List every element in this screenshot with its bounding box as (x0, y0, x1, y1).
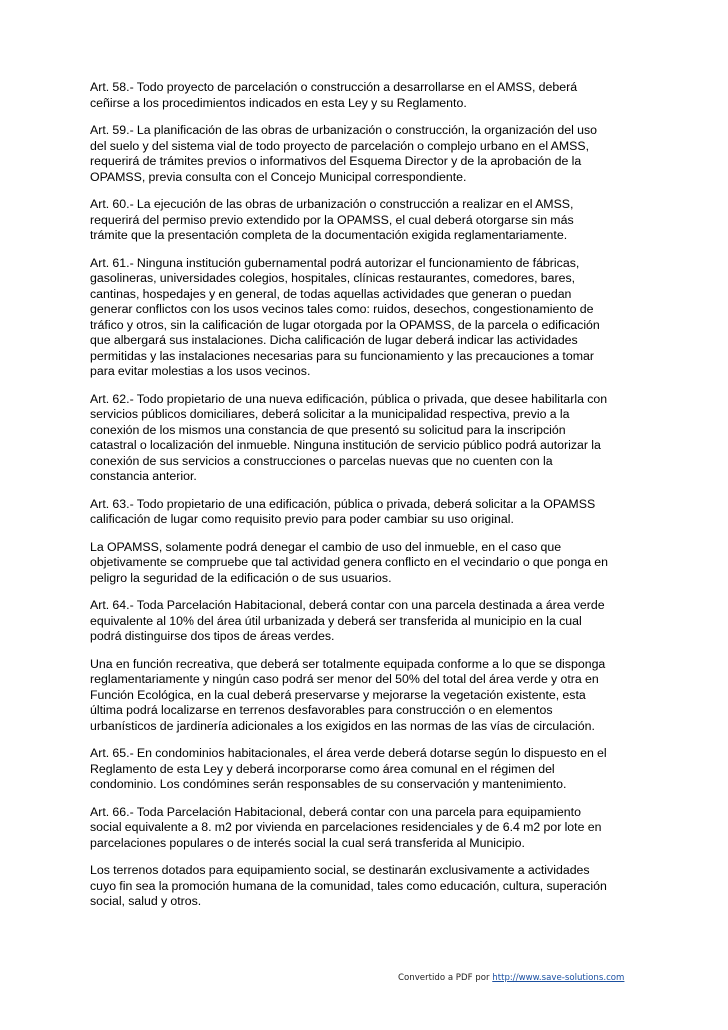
paragraph-art-64 (90, 598, 630, 645)
text-line: última podrá localizarse en terrenos desfavorables para construcción o en elementos (90, 703, 553, 717)
text-line: Art. 66.- Toda Parcelación Habitacional, deberá contar con una parcela para equipamiento (90, 804, 581, 819)
text-line: tráfico y otros, sin la calificación de lugar otorgada por la OPAMSS, de la parcela o edificación (90, 317, 600, 332)
text-line: cantinas, hospedajes y en general, de todas aquellas actividades que generan o puedan (90, 286, 572, 301)
text-line: requerirá de trámites previos o informativos del Esquema Director y de la aprobación de la (90, 154, 582, 168)
paragraph-art-63 (90, 497, 630, 528)
paragraph-art-66 (90, 805, 630, 852)
text-line: Art. 63.- Todo propietario de una edificación, pública o privada, deberá solicitar a la OPAMSS (90, 496, 596, 511)
text-line: Una en función recreativa, que deberá ser totalmente equipada conforme a lo que se disponga (90, 656, 606, 671)
text-line: permitidas y las instalaciones necesarias para su funcionamiento y las precauciones a tomar (90, 348, 594, 363)
paragraph-art-61 (90, 256, 630, 380)
text-line: social, salud y otros. (90, 894, 202, 908)
paragraph-art-63-cont (90, 540, 630, 587)
text-line: La OPAMSS, solamente podrá denegar el cambio de uso del inmueble, en el caso que (90, 539, 562, 554)
paragraph-art-65 (90, 746, 630, 793)
text-line: cuyo fin sea la promoción humana de la comunidad, tales como educación, cultura, superación (90, 878, 607, 893)
paragraph-art-58 (90, 80, 630, 111)
paragraph-art-64-cont (90, 657, 630, 735)
text-line: Art. 65.- En condominios habitacionales, el área verde deberá dotarse según lo dispuesto en el (90, 746, 607, 760)
text-line: peligro la seguridad de la edificación o de sus usuarios. (90, 570, 392, 585)
text-line: Art. 62.- Todo propietario de una nueva edificación, pública o privada, que desee habilitarla con (90, 391, 608, 406)
text-line: podrá distinguirse dos tipos de áreas verdes. (90, 629, 335, 643)
text-line: Art. 64.- Toda Parcelación Habitacional, deberá contar con una parcela destinada a área verde (90, 598, 605, 612)
pdf-conversion-footer (398, 973, 624, 983)
text-line: generar conflictos con los usos vecinos tales como: ruidos, desechos, congestionamiento de (90, 302, 594, 316)
text-line: del suelo y del sistema vial de todo proyecto de parcelación o complejo urbano en el AMSS, (90, 138, 590, 153)
text-line: catastral o localización del inmueble. Ninguna institución de servicio público podrá autorizar la (90, 438, 601, 452)
text-line: servicios públicos domiciliares, deberá solicitar a la municipalidad respectiva, previo a la (90, 407, 570, 421)
paragraph-art-66-cont (90, 863, 630, 910)
text-line: Los terrenos dotados para equipamiento social, se destinarán exclusivamente a actividades (90, 863, 590, 877)
text-line: Función Ecológica, en la cual deberá preservarse y mejorarse la vegetación existente, esta (90, 687, 586, 702)
text-line: equivalente al 10% del área útil urbanizada y deberá ser transferida al municipio en la cual (90, 613, 582, 628)
paragraph-art-59 (90, 123, 630, 185)
text-line: Art. 60.- La ejecución de las obras de urbanización o construcción a realizar en el AMSS, (90, 197, 574, 211)
text-line: reglamentariamente y ningún caso podrá ser menor del 50% del total del área verde y otra en (90, 672, 599, 686)
paragraph-art-60 (90, 197, 630, 244)
text-line: gasolineras, universidades colegios, hospitales, clínicas restaurantes, comedores, bares, (90, 271, 576, 285)
text-line: ceñirse a los procedimientos indicados en esta Ley y su Reglamento. (90, 95, 467, 110)
text-line: para evitar molestias a los usos vecinos. (90, 364, 311, 378)
document-body (90, 80, 630, 922)
text-line: Art. 59.- La planificación de las obras de urbanización o construcción, la organización del uso (90, 123, 598, 137)
text-line: constancia anterior. (90, 469, 197, 483)
text-line: requerirá del permiso previo extendido por la OPAMSS, el cual deberá otorgarse sin más (90, 212, 574, 227)
text-line: Art. 58.- Todo proyecto de parcelación o construcción a desarrollarse en el AMSS, deberá (90, 80, 578, 94)
text-line: Art. 61.- Ninguna institución gubernamental podrá autorizar el funcionamiento de fábricas, (90, 255, 580, 270)
footer-link[interactable]: http://www.save-solutions.com (492, 973, 625, 983)
text-line: que albergará sus instalaciones. Dicha calificación de lugar deberá indicar las actividades (90, 333, 578, 347)
text-line: calificación de lugar como requisito previo para poder cambiar su uso original. (90, 512, 514, 526)
text-line: OPAMSS, previa consulta con el Concejo Municipal correspondiente. (90, 169, 467, 184)
text-line: objetivamente se compruebe que tal actividad genera conflicto en el vecindario o que ponga en (90, 555, 609, 569)
text-line: conexión de sus servicios a construcciones o parcelas nuevas que no cuenten con la (90, 453, 553, 468)
text-line: urbanísticos de jardinería adicionales a los exigidos en las normas de las vías de circulación. (90, 718, 595, 733)
text-line: parcelaciones populares o de interés social la cual será transferida al Municipio. (90, 835, 525, 850)
text-line: trámite que la presentación completa de la documentación exigida reglamentariamente. (90, 228, 568, 242)
text-line: conexión de los mismos una constancia de que presentó su solicitud para la inscripción (90, 422, 566, 437)
text-line: condominio. Los condómines serán responsables de su conservación y mantenimiento. (90, 777, 567, 791)
paragraph-art-62 (90, 392, 630, 485)
text-line: Reglamento de esta Ley y deberá incorporarse como área comunal en el régimen del (90, 761, 555, 776)
footer-prefix: Convertido a PDF por (398, 973, 493, 983)
text-line: social equivalente a 8. m2 por vivienda en parcelaciones residenciales y de 6.4 m2 por lote en (90, 820, 602, 834)
